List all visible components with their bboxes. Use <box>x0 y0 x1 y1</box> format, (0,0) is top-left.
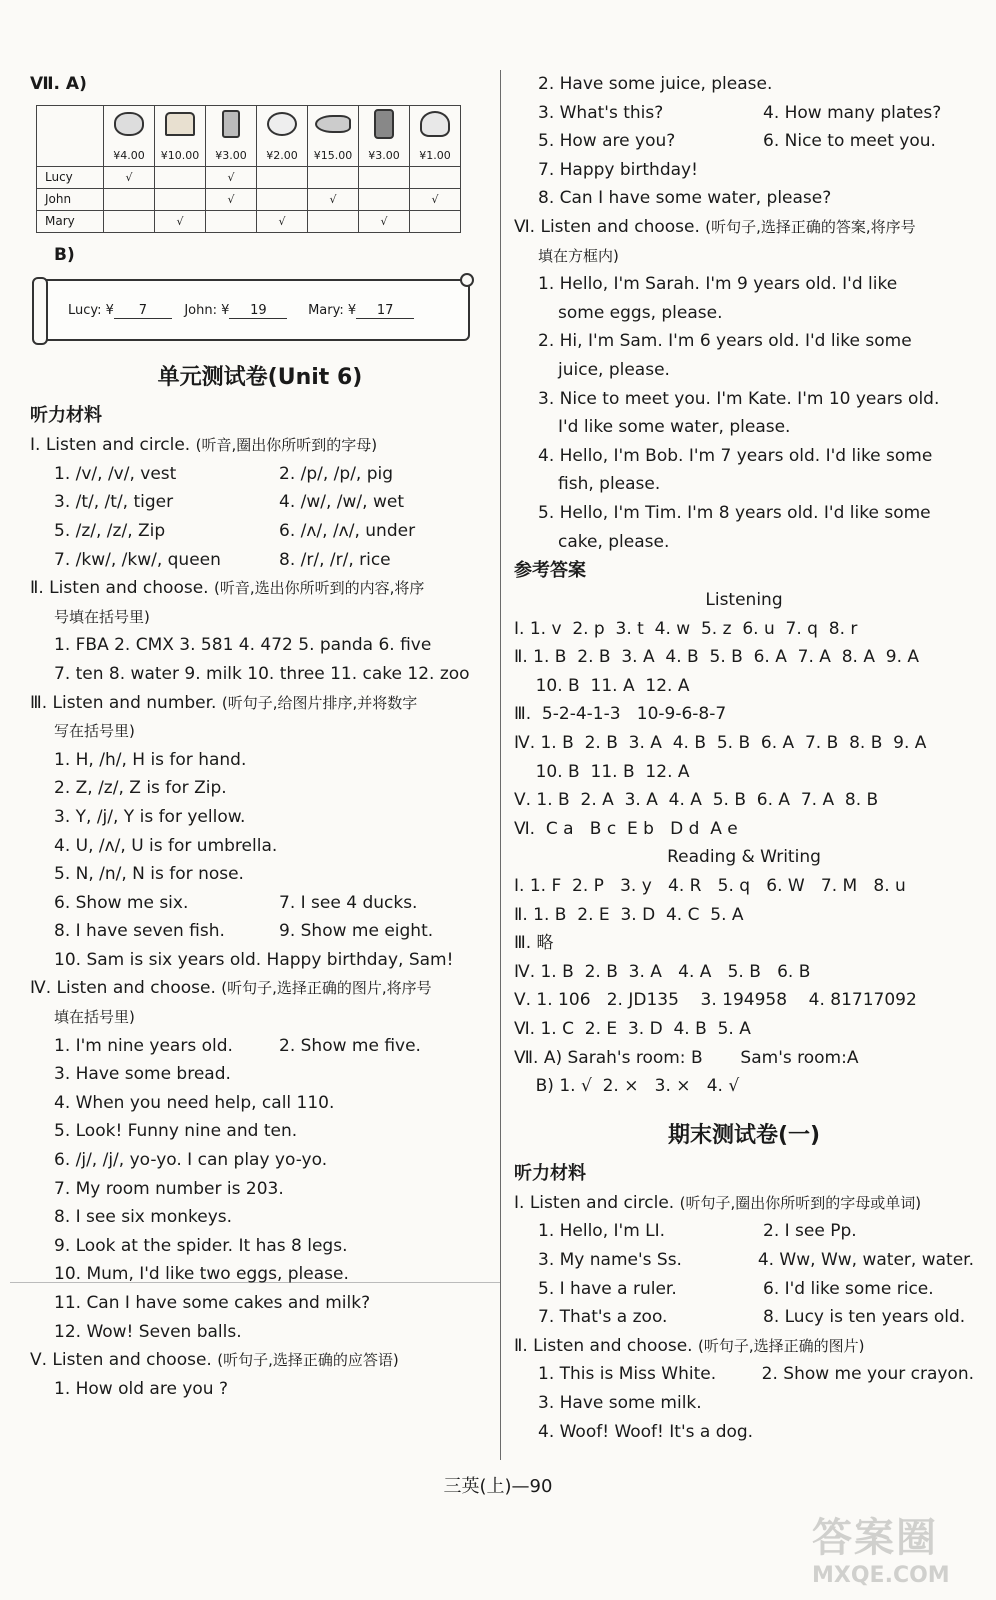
answer-line: 10. B 11. A 12. A <box>514 675 690 696</box>
scroll-banner <box>36 279 470 341</box>
mark-cell <box>104 188 155 210</box>
line-part-b: 6. Nice to meet you. <box>763 131 936 152</box>
mark-cell <box>257 188 308 210</box>
answer-line: Ⅵ. C a B c E b D d A e <box>514 818 738 839</box>
answer-line: Ⅰ. 1. v 2. p 3. t 4. w 5. z 6. u 7. q 8. r <box>514 618 858 639</box>
line-text: 11. Can I have some cakes and milk? <box>54 1293 371 1313</box>
bread-icon <box>114 112 144 136</box>
line-part-a: 7. /kw/, /kw/, queen <box>54 549 221 570</box>
text-line <box>514 299 974 328</box>
line-text: Ⅱ. Listen and choose. <box>30 578 214 599</box>
bread-cell <box>104 105 155 146</box>
text-line <box>30 1060 490 1089</box>
text-line <box>514 528 974 557</box>
snack-cell <box>359 105 410 146</box>
line-part-a: 5. How are you? <box>538 131 676 152</box>
shopping-table <box>36 105 461 233</box>
text-line <box>514 1217 974 1246</box>
rice-bowl-icon <box>420 111 450 137</box>
left-lines <box>30 431 490 1403</box>
line-text: 1. Hello, I'm Sarah. I'm 9 years old. I'd like <box>538 274 898 295</box>
price-cell: ¥3.00 <box>206 146 257 167</box>
text-line <box>30 832 490 861</box>
answer-line: Ⅴ. 1. 106 2. JD135 3. 194958 4. 81717092 <box>514 990 917 1011</box>
text-line <box>30 1318 490 1347</box>
cake-cell <box>155 105 206 146</box>
unit-test-title: 单元测试卷(Unit 6) <box>157 365 363 391</box>
line-part-b: 8. Lucy is ten years old. <box>763 1307 966 1328</box>
final-test-title: 期末测试卷(一) <box>667 1122 821 1148</box>
mary-total-label: Mary: ¥ <box>308 303 357 319</box>
mark-cell: √ <box>410 188 461 210</box>
birthday-cake-icon <box>165 112 195 136</box>
mark-cell: √ <box>206 166 257 188</box>
line-text: 5. Hello, I'm Tim. I'm 8 years old. I'd like some <box>538 502 931 523</box>
line-text: 1. H, /h/, H is for hand. <box>54 749 247 770</box>
drink-cell <box>206 105 257 146</box>
text-line <box>30 1003 490 1032</box>
price-cell: ¥3.00 <box>359 146 410 167</box>
line-part-b: 7. I see 4 ducks. <box>279 892 418 913</box>
table-row-mary <box>37 210 461 232</box>
line-part-a: 7. That's a zoo. <box>538 1307 668 1328</box>
line-part-b: 8. /r/, /r/, rice <box>279 549 391 570</box>
line-text: 4. Woof! Woof! It's a dog. <box>538 1421 754 1442</box>
answer-line: Ⅲ. 略 <box>514 933 554 954</box>
line-text: 3. Nice to meet you. I'm Kate. I'm 10 years old. <box>538 388 940 409</box>
watermark-url: MXQE.COM <box>812 1563 950 1588</box>
line-part-a: 1. /v/, /v/, vest <box>54 463 177 484</box>
text-line <box>30 689 490 718</box>
line-text: 3. Have some bread. <box>54 1064 231 1085</box>
line-part-a: 6. Show me six. <box>54 892 189 913</box>
rice-cell <box>410 105 461 146</box>
line-text: 8. Can I have some water, please? <box>538 188 832 209</box>
line-text: 6. /j/, /j/, yo-yo. I can play yo-yo. <box>54 1150 328 1171</box>
text-line <box>30 488 490 517</box>
answer-line: Ⅲ. 5-2-4-1-3 10-9-6-8-7 <box>514 704 727 725</box>
line-text: some eggs, please. <box>558 302 723 323</box>
right-lines-a <box>514 70 974 556</box>
line-part-b: 6. /ʌ/, /ʌ/, under <box>279 520 416 541</box>
line-text: Ⅴ. Listen and choose. <box>30 1350 218 1371</box>
watermark-chars: 答案圈 <box>812 1515 938 1561</box>
line-part-a: 3. What's this? <box>538 102 664 123</box>
line-part-b: 4. How many plates? <box>763 102 942 123</box>
text-line <box>30 1289 490 1318</box>
text-line <box>30 1089 490 1118</box>
line-chinese-note: (听句子,选择正确的应答语) <box>217 1351 399 1370</box>
text-line <box>30 460 490 489</box>
lucy-total-value: 7 <box>114 303 172 319</box>
line-part-b: 4. Ww, Ww, water, water. <box>757 1249 974 1270</box>
line-text: 10. Mum, I'd like two eggs, please. <box>54 1264 349 1285</box>
text-line <box>514 1303 974 1332</box>
text-line <box>514 213 974 242</box>
line-text: 1. How old are you ? <box>54 1378 228 1399</box>
price-cell: ¥4.00 <box>104 146 155 167</box>
table-row-lucy <box>37 166 461 188</box>
answer-line: Ⅴ. 1. B 2. A 3. A 4. A 5. B 6. A 7. A 8. B <box>514 790 879 811</box>
answer-line: Ⅰ. 1. F 2. P 3. y 4. R 5. q 6. W 7. M 8. u <box>514 876 906 897</box>
table-row-john <box>37 188 461 210</box>
line-part-a: 3. My name's Ss. <box>538 1249 682 1270</box>
answer-line: 10. B 11. B 12. A <box>514 761 690 782</box>
section-b-label: B) <box>54 244 75 265</box>
line-chinese-note: 填在方框内) <box>538 246 619 265</box>
answers-reading-writing <box>514 872 974 1101</box>
mark-cell: √ <box>104 166 155 188</box>
line-part-b: 9. Show me eight. <box>279 921 434 942</box>
reading-writing-subheading: Reading & Writing <box>667 847 821 868</box>
line-text: 4. Hello, I'm Bob. I'm 7 years old. I'd like some <box>538 445 933 466</box>
line-text: Ⅵ. Listen and choose. <box>514 216 706 237</box>
john-total-value: 19 <box>229 303 287 319</box>
price-cell: ¥1.00 <box>410 146 461 167</box>
text-line <box>30 1203 490 1232</box>
listening-subheading: Listening <box>705 590 783 611</box>
text-line <box>30 1117 490 1146</box>
line-part-a: 1. Hello, I'm LI. <box>538 1221 666 1242</box>
line-text: 12. Wow! Seven balls. <box>54 1321 242 1342</box>
answer-line: Ⅵ. 1. C 2. E 3. D 4. B 5. A <box>514 1019 751 1039</box>
mark-cell: √ <box>155 210 206 232</box>
line-text: Ⅳ. Listen and choose. <box>30 978 222 999</box>
text-line <box>514 385 974 414</box>
mark-cell <box>359 166 410 188</box>
column-divider <box>500 70 501 1460</box>
text-line <box>30 889 490 918</box>
line-text: 2. Have some juice, please. <box>538 74 773 94</box>
mark-cell <box>155 166 206 188</box>
line-part-a: 3. /t/, /t/, tiger <box>54 492 174 513</box>
text-line <box>514 1189 974 1218</box>
text-line <box>30 1175 490 1204</box>
text-line <box>30 1032 490 1061</box>
mark-cell <box>257 166 308 188</box>
text-line <box>514 1246 974 1275</box>
text-line <box>514 442 974 471</box>
line-chinese-note: (听句子,圈出你所听到的字母或单词) <box>679 1193 922 1212</box>
line-text: 10. Sam is six years old. Happy birthday, Sam! <box>54 949 454 970</box>
answer-line: Ⅶ. A) Sarah's room: B Sam's room:A <box>514 1047 859 1068</box>
mark-cell <box>359 188 410 210</box>
right-column <box>514 70 974 1446</box>
text-line <box>514 127 974 156</box>
blank-corner-cell <box>37 105 104 166</box>
text-line <box>514 327 974 356</box>
mark-cell <box>308 166 359 188</box>
line-part-a: 5. I have a ruler. <box>538 1278 677 1299</box>
line-text: 1. FBA 2. CMX 3. 581 4. 472 5. panda 6. five <box>54 635 432 656</box>
text-line <box>514 70 974 99</box>
mary-total-value: 17 <box>356 303 414 319</box>
text-line <box>30 660 490 689</box>
line-text: Ⅰ. Listen and circle. <box>514 1192 680 1213</box>
line-part-b: 2. I see Pp. <box>763 1221 857 1242</box>
right-lines-b <box>514 1189 974 1446</box>
john-total-label: John: ¥ <box>184 303 230 319</box>
answer-line: Ⅱ. 1. B 2. E 3. D 4. C 5. A <box>514 904 744 925</box>
text-line <box>30 1232 490 1261</box>
line-part-a: 5. /z/, /z/, Zip <box>54 520 166 541</box>
totals-line <box>68 303 414 319</box>
line-text: 9. Look at the spider. It has 8 legs. <box>54 1235 348 1256</box>
text-line <box>514 1275 974 1304</box>
line-text: I'd like some water, please. <box>558 417 791 438</box>
snack-bag-icon <box>374 109 394 139</box>
scroll-roll-right-icon <box>460 273 474 287</box>
text-line <box>514 1389 974 1418</box>
line-text: 2. Hi, I'm Sam. I'm 6 years old. I'd like some <box>538 331 912 352</box>
line-chinese-note: (听句子,选择正确的答案,将序号 <box>705 217 916 236</box>
line-part-b: 4. /w/, /w/, wet <box>279 492 404 513</box>
line-text: 8. I see six monkeys. <box>54 1207 233 1228</box>
left-column <box>30 70 490 1403</box>
line-text: fish, please. <box>558 474 661 495</box>
line-text: 7. My room number is 203. <box>54 1178 284 1199</box>
line-text: 5. Look! Funny nine and ten. <box>54 1121 298 1142</box>
fish-icon <box>315 115 351 133</box>
text-line <box>514 184 974 213</box>
text-line <box>30 431 490 460</box>
mark-cell <box>155 188 206 210</box>
line-text: 4. U, /ʌ/, U is for umbrella. <box>54 835 278 856</box>
text-line <box>30 803 490 832</box>
mark-cell <box>206 210 257 232</box>
text-line <box>30 603 490 632</box>
lucy-total-label: Lucy: ¥ <box>68 303 114 319</box>
line-text: 4. When you need help, call 110. <box>54 1092 335 1113</box>
answer-line: Ⅱ. 1. B 2. B 3. A 4. B 5. B 6. A 7. A 8. A 9. A <box>514 647 920 668</box>
line-text: Ⅰ. Listen and circle. <box>30 435 196 456</box>
line-text: cake, please. <box>558 531 670 552</box>
text-line <box>514 470 974 499</box>
mark-cell: √ <box>206 188 257 210</box>
mark-cell <box>410 166 461 188</box>
line-chinese-note: (听句子,选择正确的图片,将序号 <box>221 979 432 998</box>
answers-listening <box>514 615 974 844</box>
line-chinese-note: (听句子,给图片排序,并将数字 <box>221 693 418 712</box>
text-line <box>30 1375 490 1404</box>
text-line <box>30 574 490 603</box>
mark-cell <box>410 210 461 232</box>
listening-heading: 听力材料 <box>30 405 102 427</box>
scroll-roll-left-icon <box>32 277 48 345</box>
mark-cell: √ <box>359 210 410 232</box>
line-chinese-note: (听音,选出你所听到的内容,将序 <box>213 579 425 598</box>
line-text: 3. Y, /j/, Y is for yellow. <box>54 806 246 827</box>
text-line <box>30 546 490 575</box>
text-line <box>30 717 490 746</box>
text-line <box>514 499 974 528</box>
line-text: juice, please. <box>558 359 670 380</box>
row-name: John <box>37 188 104 210</box>
text-line <box>30 946 490 975</box>
price-cell: ¥2.00 <box>257 146 308 167</box>
text-line <box>30 774 490 803</box>
row-name: Lucy <box>37 166 104 188</box>
text-line <box>514 356 974 385</box>
text-line <box>30 1346 490 1375</box>
price-cell: ¥10.00 <box>155 146 206 167</box>
line-text: 5. N, /n/, N is for nose. <box>54 864 244 885</box>
text-line <box>30 1146 490 1175</box>
line-part-a: 8. I have seven fish. <box>54 921 225 942</box>
line-part-a: 1. This is Miss White. <box>538 1364 717 1385</box>
text-line <box>514 1418 974 1447</box>
line-chinese-note: 号填在括号里) <box>54 607 150 626</box>
fish-cell <box>308 105 359 146</box>
line-text: 2. Z, /z/, Z is for Zip. <box>54 778 227 799</box>
text-line <box>30 974 490 1003</box>
egg-icon <box>267 112 297 136</box>
line-text: 3. Have some milk. <box>538 1392 702 1413</box>
line-part-b: 2. Show me five. <box>279 1035 421 1056</box>
price-cell: ¥15.00 <box>308 146 359 167</box>
text-line <box>514 413 974 442</box>
text-line <box>30 860 490 889</box>
line-text: 7. ten 8. water 9. milk 10. three 11. cake 12. zoo <box>54 663 470 684</box>
food-images-row <box>37 105 461 146</box>
egg-cell <box>257 105 308 146</box>
text-line <box>30 631 490 660</box>
final-listening-heading: 听力材料 <box>514 1162 586 1184</box>
text-line <box>514 156 974 185</box>
answer-line: B) 1. √ 2. × 3. × 4. √ <box>514 1076 740 1097</box>
text-line <box>30 917 490 946</box>
text-line <box>514 270 974 299</box>
line-text: Ⅱ. Listen and choose. <box>514 1335 698 1356</box>
line-part-b: 6. I'd like some rice. <box>763 1278 934 1299</box>
section-vii-a-label: Ⅶ. A) <box>30 74 87 94</box>
watermark-logo <box>812 1506 988 1596</box>
mark-cell: √ <box>308 188 359 210</box>
juice-box-icon <box>222 110 240 138</box>
line-chinese-note: (听句子,选择正确的图片) <box>697 1336 865 1355</box>
mark-cell <box>308 210 359 232</box>
answer-line: Ⅳ. 1. B 2. B 3. A 4. A 5. B 6. B <box>514 961 811 982</box>
row-name: Mary <box>37 210 104 232</box>
line-part-b: 2. /p/, /p/, pig <box>279 463 394 484</box>
answer-line: Ⅳ. 1. B 2. B 3. A 4. B 5. B 6. A 7. B 8. B 9. A <box>514 733 927 754</box>
text-line <box>514 99 974 128</box>
text-line <box>514 1332 974 1361</box>
answers-heading: 参考答案 <box>514 560 586 582</box>
mark-cell: √ <box>257 210 308 232</box>
line-chinese-note: 填在括号里) <box>54 1008 135 1027</box>
text-line <box>514 242 974 271</box>
line-chinese-note: (听音,圈出你所听到的字母) <box>195 436 378 455</box>
line-text: Ⅲ. Listen and number. <box>30 692 222 713</box>
text-line <box>30 517 490 546</box>
line-part-a: 1. I'm nine years old. <box>54 1035 233 1056</box>
line-text: 7. Happy birthday! <box>538 159 698 180</box>
text-line <box>30 746 490 775</box>
text-line <box>514 1360 974 1389</box>
mark-cell <box>104 210 155 232</box>
line-part-b: 2. Show me your crayon. <box>761 1364 974 1385</box>
line-chinese-note: 写在括号里) <box>54 722 135 741</box>
text-line <box>30 1260 490 1289</box>
page-footer: 三英(上)—90 <box>443 1476 553 1497</box>
